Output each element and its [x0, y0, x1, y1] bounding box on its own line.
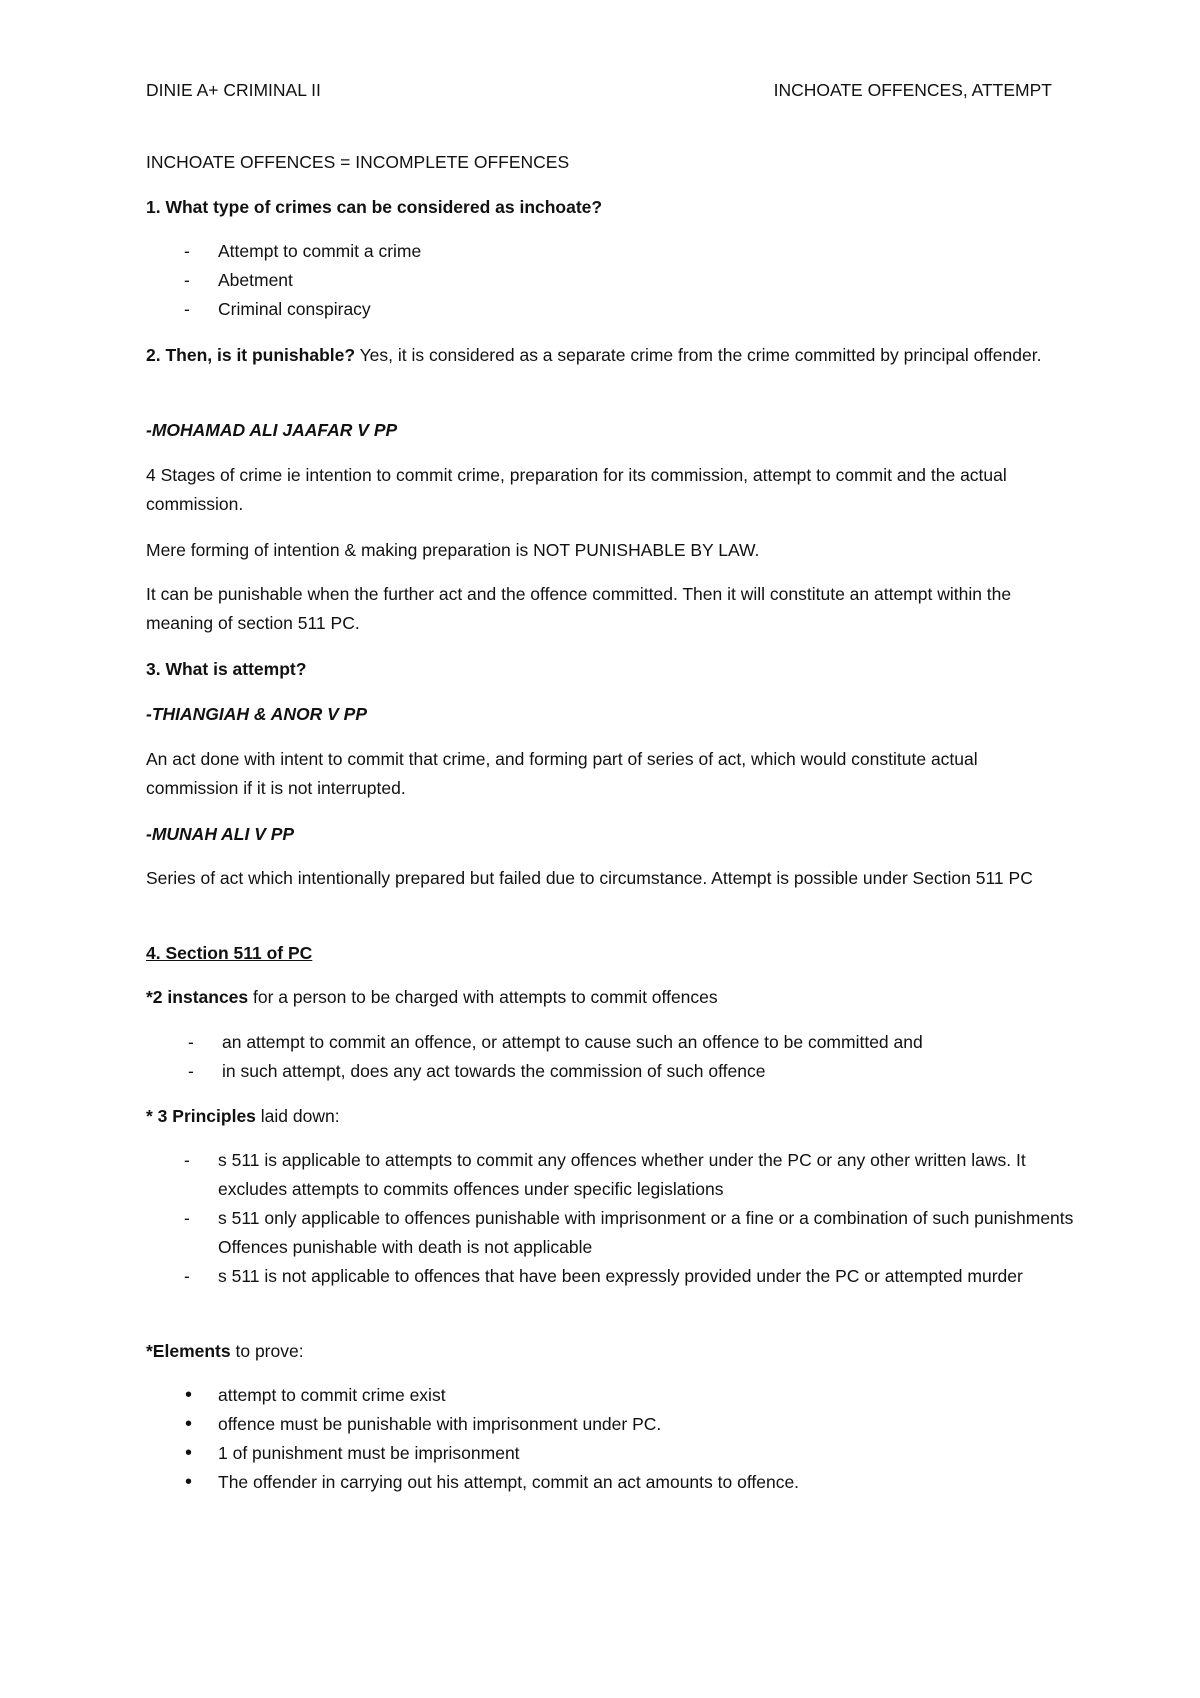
instances-list	[150, 1028, 1080, 1086]
elements-text: to prove:	[230, 1341, 304, 1361]
instances-line	[146, 983, 1066, 1012]
list-item: • 1 of punishment must be imprisonment	[146, 1439, 1066, 1468]
attempt-definition-paragraph: An act done with intent to commit that crime, and forming part of series of act, which would constitute actual commission if it is not interrupted.	[146, 749, 978, 798]
question-2-paragraph	[146, 341, 1046, 370]
list-item: - Criminal conspiracy	[146, 295, 1066, 324]
question-3: 3. What is attempt?	[146, 659, 307, 679]
stages-paragraph: 4 Stages of crime ie intention to commit crime, preparation for its commission, attempt to commit and the actual commission.	[146, 465, 1007, 514]
list-item: • attempt to commit crime exist	[146, 1381, 1066, 1410]
document-title-line: INCHOATE OFFENCES = INCOMPLETE OFFENCES	[146, 152, 570, 172]
instances-text: for a person to be charged with attempts to commit offences	[248, 987, 718, 1007]
case-mohamad-ali-jaafar: -MOHAMAD ALI JAAFAR V PP	[146, 420, 398, 440]
list-item: - Abetment	[146, 266, 1066, 295]
list-item: - in such attempt, does any act towards the commission of such offence	[150, 1057, 1080, 1086]
punishable-paragraph: It can be punishable when the further act and the offence committed. Then it will constitute an attempt within the meaning of section 511 PC.	[146, 584, 1012, 633]
list-item: - an attempt to commit an offence, or attempt to cause such an offence to be committed and	[150, 1028, 1080, 1057]
series-of-act-paragraph: Series of act which intentionally prepared but failed due to circumstance. Attempt is possible under Section 511 PC	[146, 868, 1033, 888]
section-511-heading: 4. Section 511 of PC	[146, 943, 313, 963]
preparation-paragraph: Mere forming of intention & making preparation is NOT PUNISHABLE BY LAW.	[146, 540, 760, 560]
list-item: - Attempt to commit a crime	[146, 237, 1066, 266]
principles-list	[146, 1146, 1081, 1291]
header-left: DINIE A+ CRIMINAL II	[146, 80, 321, 100]
list-item: - s 511 is applicable to attempts to commit any offences whether under the PC or any other written laws. It excludes attempts to commits offences under specific legislations	[146, 1146, 1081, 1204]
principles-line	[146, 1102, 1066, 1131]
list-item: - s 511 is not applicable to offences that have been expressly provided under the PC or attempted murder	[146, 1262, 1081, 1291]
case-thiangiah: -THIANGIAH & ANOR V PP	[146, 704, 368, 724]
elements-label: *Elements	[146, 1341, 231, 1361]
list-item: - s 511 only applicable to offences punishable with imprisonment or a fine or a combination of such punishments Offences punishable with death is not applicable	[146, 1204, 1081, 1262]
list-item: • The offender in carrying out his attempt, commit an act amounts to offence.	[146, 1468, 1066, 1497]
question-2-label: 2. Then, is it punishable?	[146, 345, 356, 365]
elements-line	[146, 1337, 1066, 1366]
elements-list	[146, 1381, 1066, 1497]
header-right: INCHOATE OFFENCES, ATTEMPT	[773, 80, 1052, 100]
inchoate-crime-list	[146, 237, 1066, 324]
question-2-answer: Yes, it is considered as a separate crime from the crime committed by principal offender.	[355, 345, 1042, 365]
question-1: 1. What type of crimes can be considered as inchoate?	[146, 197, 603, 217]
principles-text: laid down:	[255, 1106, 340, 1126]
principles-label: * 3 Principles	[146, 1106, 256, 1126]
list-item: • offence must be punishable with imprisonment under PC.	[146, 1410, 1066, 1439]
instances-label: *2 instances	[146, 987, 249, 1007]
case-munah-ali: -MUNAH ALI V PP	[146, 824, 295, 844]
